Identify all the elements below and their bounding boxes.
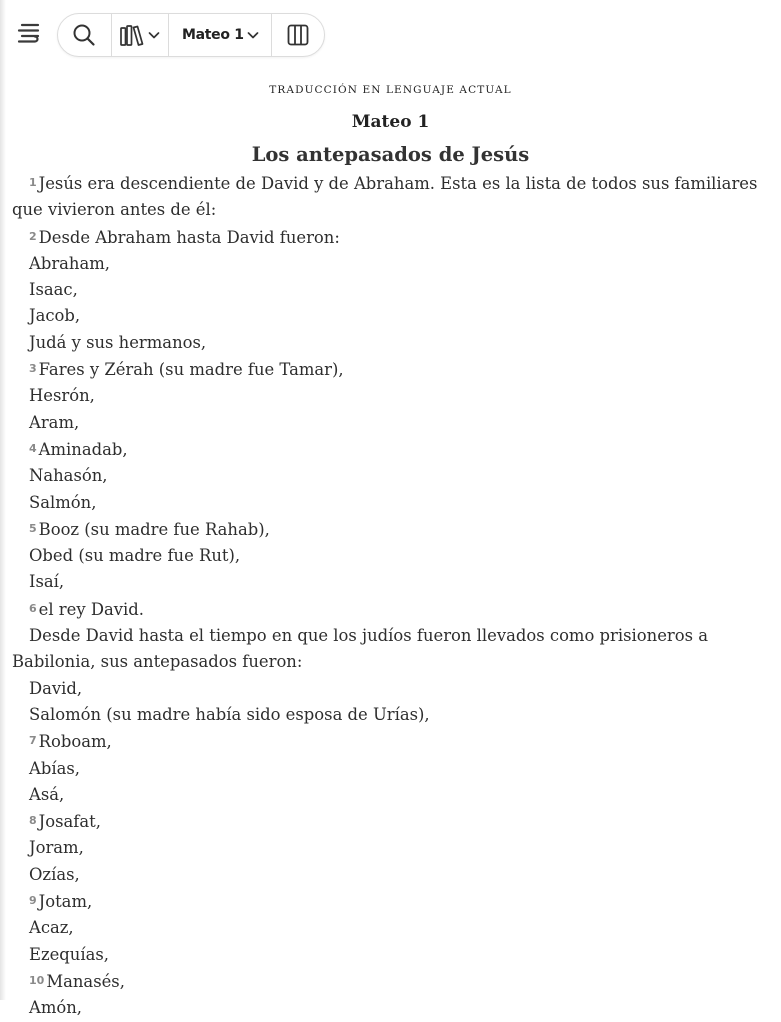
verse-line[interactable] [12, 410, 772, 436]
verse-line[interactable] [12, 942, 772, 968]
verse-text: Amón, [29, 998, 83, 1018]
verse-line[interactable] [12, 277, 772, 303]
verse-line[interactable] [12, 862, 772, 888]
chevron-down-icon [247, 30, 259, 40]
verse-number: 2 [29, 229, 37, 243]
search-icon [72, 23, 96, 47]
scripture-text [12, 170, 772, 1022]
verse-number: 10 [29, 973, 45, 987]
verse-line[interactable] [12, 224, 772, 251]
verse-text: Jesús era descendiente de David y de Abraham. Esta es la lista de todos sus familiares que vivieron antes de él: [12, 174, 758, 220]
verse-text: Judá y sus hermanos, [29, 332, 207, 352]
columns-icon [287, 24, 309, 46]
verse-text: Salmón, [29, 492, 97, 512]
chevron-down-icon [148, 30, 160, 40]
verse-line[interactable] [12, 356, 772, 383]
verse-line[interactable] [12, 782, 772, 808]
verse-line[interactable] [12, 888, 772, 915]
verse-text: Jotam, [38, 892, 93, 912]
verse-text: Abraham, [29, 253, 111, 273]
reader-toolbar [57, 13, 325, 57]
verse-text: Hesrón, [29, 386, 95, 406]
search-button[interactable] [58, 14, 111, 56]
verse-number: 4 [29, 441, 37, 455]
verse-number: 1 [29, 176, 37, 189]
verse-line[interactable] [12, 251, 772, 277]
verse-text: Joram, [29, 838, 84, 858]
verse-text: Aram, [29, 412, 80, 432]
verse-line[interactable] [12, 702, 772, 728]
verse-text: Jacob, [29, 306, 81, 326]
verse-text: Roboam, [38, 732, 112, 752]
verse-text: Ezequías, [29, 944, 109, 964]
verse-text: David, [29, 678, 83, 698]
verse-number: 6 [29, 601, 37, 615]
verse-line[interactable] [12, 330, 772, 356]
verse-number: 5 [29, 521, 37, 535]
verse-text: Desde Abraham hasta David fueron: [38, 227, 340, 247]
passage-label: Mateo 1 [181, 27, 244, 43]
verse-line[interactable] [12, 490, 772, 516]
verse-text: Manasés, [46, 971, 125, 991]
verse-number: 8 [29, 814, 37, 828]
verse-line[interactable] [12, 835, 772, 861]
verse-text: Salomón (su madre había sido esposa de Urías), [29, 704, 430, 724]
verse-number: 7 [29, 734, 37, 748]
section-heading: Los antepasados de Jesús [251, 143, 530, 166]
verse-number: 3 [29, 362, 37, 376]
columns-button[interactable] [272, 14, 324, 56]
verse-text: Aminadab, [38, 439, 128, 459]
verse-line[interactable] [12, 995, 772, 1021]
verse-number: 9 [29, 894, 37, 908]
chapter-title: Mateo 1 [351, 112, 430, 132]
verse-text: Fares y Zérah (su madre fue Tamar), [38, 360, 344, 380]
verse-line[interactable] [12, 569, 772, 595]
verse-line[interactable] [12, 303, 772, 329]
verse-text: Booz (su madre fue Rahab), [38, 519, 270, 539]
menu-button[interactable] [14, 19, 44, 51]
verse-line[interactable] [12, 676, 772, 702]
verse-text: Ozías, [29, 864, 80, 884]
verse-text: Acaz, [29, 918, 74, 938]
verse-text: el rey David. [38, 599, 144, 619]
verse-line[interactable] [12, 436, 772, 463]
verse-text: Abías, [29, 758, 80, 778]
verse-text: Obed (su madre fue Rut), [29, 546, 241, 566]
verse-line[interactable] [12, 170, 772, 224]
verse-line[interactable] [12, 915, 772, 941]
verse-line[interactable] [12, 516, 772, 543]
verse-line[interactable] [12, 728, 772, 755]
verse-text: Nahasón, [29, 466, 108, 486]
menu-lines-icon [16, 21, 42, 49]
verse-line[interactable] [12, 463, 772, 489]
verse-line[interactable] [12, 543, 772, 569]
library-books-icon [119, 23, 145, 47]
verse-line[interactable] [12, 623, 772, 676]
verse-text: Isaí, [29, 572, 65, 592]
verse-line[interactable] [12, 596, 772, 623]
verse-text: Asá, [29, 784, 65, 804]
verse-text: Isaac, [29, 280, 78, 300]
verse-line[interactable] [12, 968, 772, 995]
passage-selector[interactable] [169, 14, 271, 56]
verse-line[interactable] [12, 383, 772, 409]
verse-line[interactable] [12, 808, 772, 835]
verse-text: Josafat, [38, 812, 101, 832]
verse-line[interactable] [12, 756, 772, 782]
version-title: TRADUCCIÓN EN LENGUAJE ACTUAL [269, 84, 512, 96]
verse-text: Desde David hasta el tiempo en que los judíos fueron llevados como prisioneros a Babilonia, sus antepasados fueron: [12, 626, 708, 672]
library-button[interactable] [112, 14, 169, 56]
